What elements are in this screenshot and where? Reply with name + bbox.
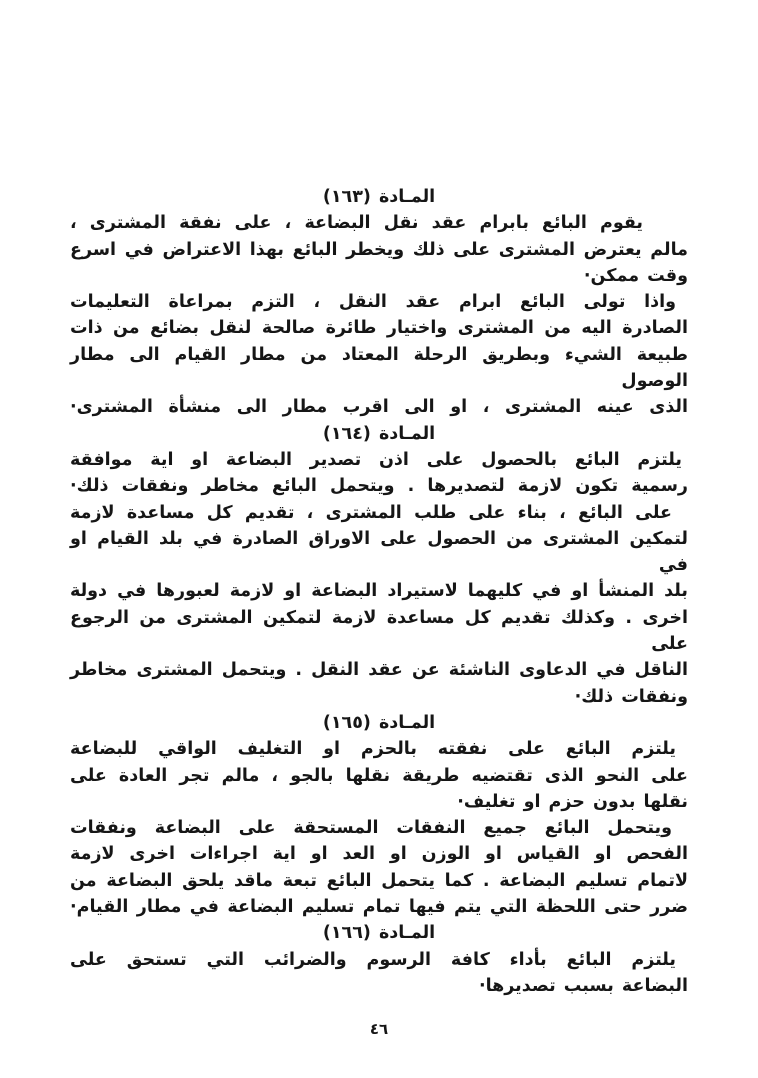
text-line: الذى عينه المشترى ، او الى اقرب مطار الى منشأة المشترى· [70,397,688,418]
text-line: على النحو الذى تقتضيه طريقة نقلها بالجو ، مالم تجر العادة على [70,765,688,786]
text-line: لتمكين المشترى من الحصول على الاوراق الصادرة في بلد القيام او في [70,528,688,576]
text-line: ويتحمل البائع جميع النفقات المستحقة على البضاعة ونفقات [70,818,672,839]
text-line: نقلها بدون حزم او تغليف· [457,791,688,812]
article-heading: المـادة (١٦٤) [322,423,436,444]
paragraph [70,289,688,420]
text-line: الناقل في الدعاوى الناشئة عن عقد النقل . ويتحمل المشترى مخاطر [70,660,688,681]
article-164 [70,421,688,710]
paragraph [70,210,688,289]
page-number: ٤٦ [369,1020,389,1038]
text-line: على البائع ، بناء على طلب المشترى ، تقديم كل مساعدة لازمة [70,502,672,523]
paragraph [70,447,688,500]
text-line: يلتزم البائع على نفقته بالحزم او التغليف الواقي للبضاعة [70,739,676,760]
text-line: يقوم البائع بابرام عقد نقل البضاعة ، على نفقة المشترى ، [70,213,643,234]
paragraph [70,736,688,815]
paragraph [70,947,688,1000]
text-line: الفحص او القياس او الوزن او العد او اية اجراءات اخرى لازمة [70,844,688,865]
article-heading: المـادة (١٦٣) [322,187,436,207]
article-heading: المـادة (١٦٥) [322,712,436,733]
text-line: واذا تولى البائع ابرام عقد النقل ، التزم بمراعاة التعليمات [70,292,676,313]
text-line: وقت ممكن· [583,265,688,286]
text-line: البضاعة بسبب تصديرها· [478,975,688,996]
text-line: رسمية تكون لازمة لتصديرها . ويتحمل البائع مخاطر ونفقات ذلك· [70,476,688,497]
text-line: الصادرة اليه من المشترى واختيار طائرة صالحة لنقل بضائع من ذات [70,318,688,339]
article-166 [70,920,688,999]
text-line: يلتزم البائع بأداء كافة الرسوم والضرائب التي تستحق على [70,949,676,970]
text-line: مالم يعترض المشترى على ذلك ويخطر البائع بهذا الاعتراض في اسرع [70,239,688,260]
text-line: ضرر حتى اللحظة التي يتم فيها تمام تسليم البضاعة في مطار القيام· [70,897,688,918]
text-line: يلتزم البائع بالحصول على اذن تصدير البضاعة او اية موافقة [70,449,682,470]
article-heading: المـادة (١٦٦) [322,923,436,944]
text-line: طبيعة الشيء وبطريق الرحلة المعتاد من مطار القيام الى مطار الوصول [70,344,688,392]
article-165 [70,710,688,920]
text-line: لاتمام تسليم البضاعة . كما يتحمل البائع تبعة ماقد يلحق البضاعة من [70,870,688,891]
paragraph [70,500,688,710]
article-163 [70,184,688,421]
text-line: بلد المنشأ او في كليهما لاستيراد البضاعة او لازمة لعبورها في دولة [70,581,688,602]
paragraph [70,815,688,920]
text-line: اخرى . وكذلك تقديم كل مساعدة لازمة لتمكين المشترى من الرجوع على [70,607,688,655]
text-line: ونفقات ذلك· [574,686,688,707]
document-text-block [70,184,688,999]
